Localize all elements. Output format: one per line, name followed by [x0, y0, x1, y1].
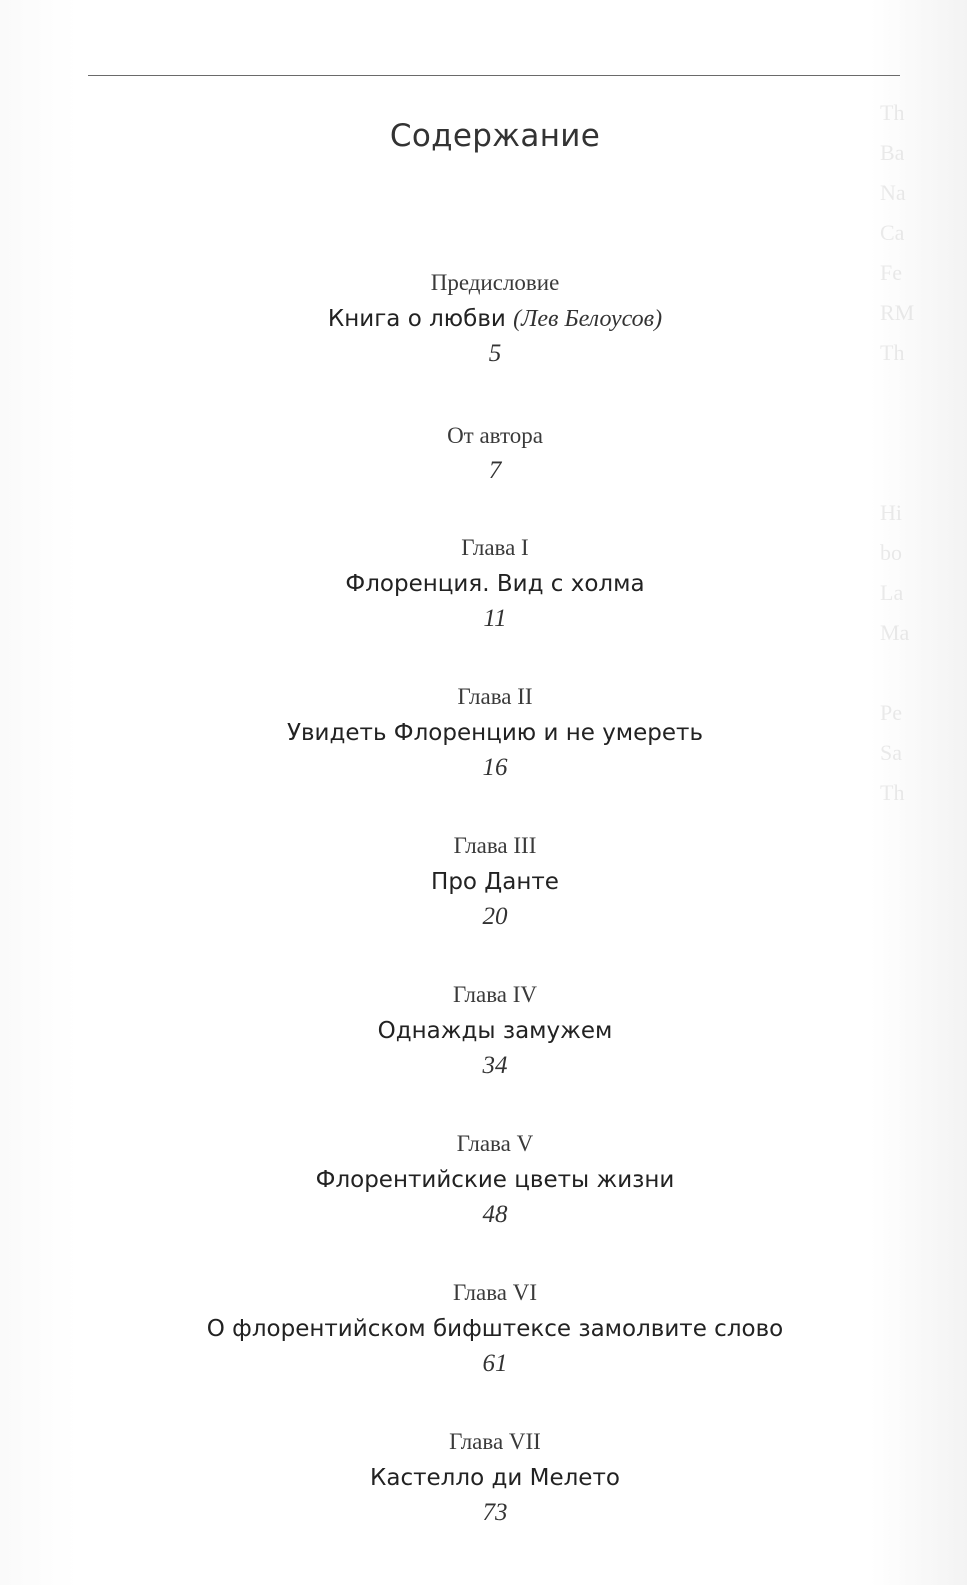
entry-page-number: 5 [488, 340, 502, 367]
entry-page-number: 61 [482, 1350, 508, 1377]
entry-page-number: 48 [482, 1201, 508, 1228]
entry-label: Глава III [453, 833, 537, 858]
entry-title-text: Книга о любви [327, 306, 506, 332]
toc-entry-chapter-5 [0, 1126, 967, 1232]
entry-author: (Лев Белоусов) [513, 306, 663, 332]
entry-page-number: 34 [482, 1052, 508, 1079]
entry-label: Глава VI [452, 1280, 538, 1305]
entry-label: Глава II [457, 684, 533, 709]
top-rule [88, 75, 900, 76]
page-title: Содержание [389, 118, 601, 154]
entry-title: Увидеть Флоренцию и не умереть [286, 720, 704, 746]
entry-page-number: 11 [483, 605, 507, 632]
toc-entry-chapter-3 [0, 828, 967, 934]
entry-title: Про Данте [431, 869, 559, 895]
entry-page-number: 73 [482, 1499, 508, 1526]
entry-title: Однажды замужем [377, 1018, 613, 1044]
toc-entry-chapter-6 [0, 1275, 967, 1381]
toc-entry-chapter-4 [0, 977, 967, 1083]
toc-entry-chapter-7 [0, 1424, 967, 1530]
entry-label: Глава I [461, 535, 529, 560]
entry-label: От автора [447, 423, 543, 448]
entry-label: Глава V [456, 1131, 534, 1156]
toc-entry-preface [0, 265, 967, 371]
entry-title [0, 301, 967, 337]
entry-label: Глава VII [449, 1429, 541, 1454]
entry-title: Кастелло ди Мелето [370, 1465, 620, 1491]
entry-title: О флорентийском бифштексе замолвите слово [206, 1316, 784, 1342]
entry-label: Предисловие [430, 270, 560, 295]
entry-page-number: 16 [482, 754, 508, 781]
entry-title: Флоренция. Вид с холма [345, 571, 645, 597]
entry-page-number: 7 [488, 457, 502, 484]
entry-page-number: 20 [482, 903, 508, 930]
toc-entry-chapter-1 [0, 530, 967, 636]
toc-entry-from-author [0, 418, 967, 488]
entry-label: Глава IV [452, 982, 538, 1007]
entry-title: Флорентийские цветы жизни [315, 1167, 675, 1193]
show-through-text: Th Ba Na Ca Fe RM Th Hi bo La Ma Pe Sa Th [880, 100, 915, 805]
toc-entry-chapter-2 [0, 679, 967, 785]
